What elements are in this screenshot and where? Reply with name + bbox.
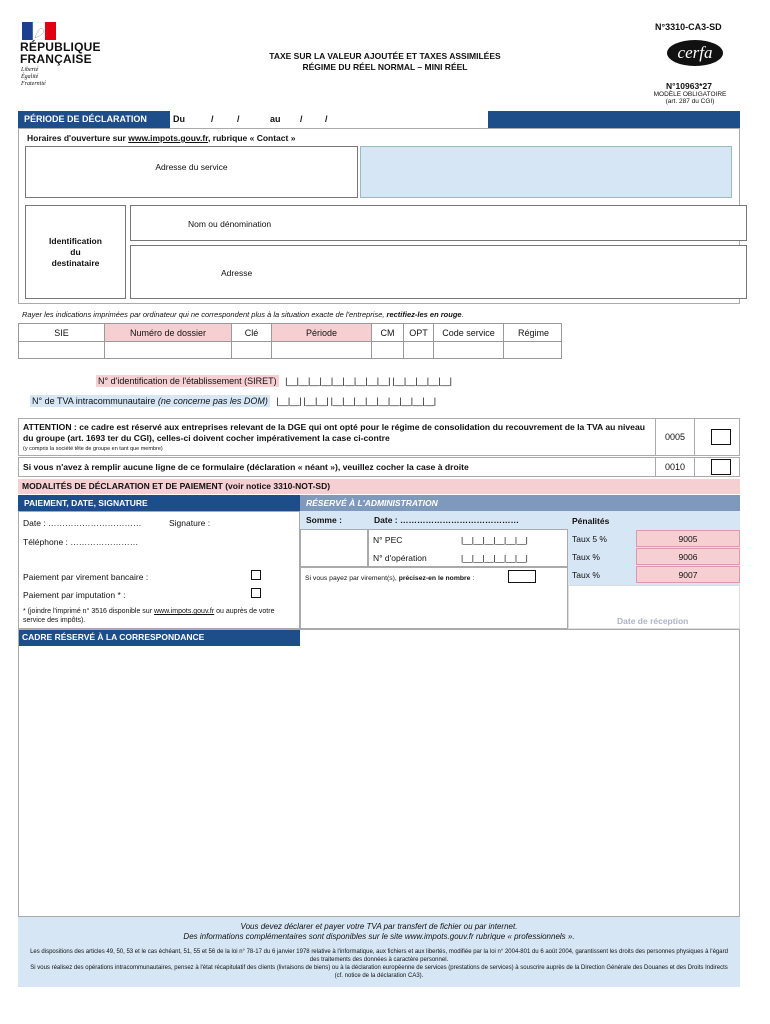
col-periode: Période: [272, 324, 372, 341]
modalites-bar: MODALITÉS DE DÉCLARATION ET DE PAIEMENT (voir notice 3310-NOT-SD): [18, 479, 740, 494]
cell-dossier[interactable]: [105, 342, 232, 358]
motto-3: Fraternité: [21, 81, 46, 87]
taux-2-label: Taux %: [572, 552, 600, 562]
virements-bold: précisez-en le nombre: [398, 575, 471, 582]
rayer-note: [22, 310, 464, 319]
cell-regime[interactable]: [504, 342, 563, 358]
impots-link[interactable]: www.impots.gouv.fr: [128, 133, 209, 143]
taux-5-code[interactable]: 9005: [636, 530, 740, 547]
tva-label-wrap: [30, 395, 270, 407]
paiement-block: [18, 511, 300, 629]
paiement-header: PAIEMENT, DATE, SIGNATURE: [18, 495, 300, 511]
au-label: au: [270, 114, 281, 124]
modele-obligatoire: [640, 91, 740, 105]
form-title: [200, 51, 570, 73]
neant-text: Si vous n'avez à remplir aucune ligne de ce formulaire (déclaration « néant »), veuillez cocher la case à droite: [23, 462, 469, 472]
somme-label: Somme :: [306, 515, 342, 525]
note-pre: * (joindre l'imprimé n° 3516 disponible sur: [23, 608, 154, 615]
footer-line2: Des informations complémentaires sont disponibles sur le site www.impots.gouv.fr rubrique « professionnels ».: [183, 932, 575, 941]
signature-label: Signature :: [169, 518, 211, 528]
rayer-text: Rayer les indications imprimées par ordinateur qui ne correspondent plus à la situation exacte de l'entreprise,: [22, 310, 387, 319]
tva-boxes[interactable]: |__|__| |__|__| |__|__|__|__|__|__|__|__|__|: [276, 396, 436, 406]
admin-header: RÉSERVÉ À L'ADMINISTRATION: [300, 495, 740, 511]
adresse-label: Adresse: [221, 268, 253, 278]
operation-label: N° d'opération: [373, 553, 427, 563]
tva-note: (ne concerne pas les DOM): [157, 396, 268, 406]
col-regime: Régime: [517, 327, 549, 338]
cell-sie[interactable]: [19, 342, 105, 358]
identification-box: [25, 205, 126, 299]
correspondance-area[interactable]: [18, 629, 740, 917]
ident-line2: du: [70, 247, 81, 257]
adresse-service-field[interactable]: [360, 146, 732, 198]
ident-line3: destinataire: [51, 258, 100, 268]
attention-body: ce cadre est réservé aux entreprises relevant de la DGE qui ont opté pour le régime de consolidation du recouvrement de la TVA au niveau du groupe (art. 1693 ter du CGI), celles-ci doivent cocher impérativement la case ci-contre: [23, 422, 645, 443]
attention-small: (y compris la société tête de groupe en tant que membre): [23, 446, 163, 452]
attention-block: [18, 418, 740, 456]
attention-label: ATTENTION :: [23, 422, 80, 432]
art-line: (art. 287 du CGI): [665, 98, 715, 105]
title-line1: TAXE SUR LA VALEUR AJOUTÉE ET TAXES ASSIMILÉES: [269, 51, 501, 61]
imputation-checkbox[interactable]: [251, 588, 261, 598]
correspondance-header: CADRE RÉSERVÉ À LA CORRESPONDANCE: [18, 629, 300, 646]
title-line2: RÉGIME DU RÉEL NORMAL – MINI RÉEL: [302, 62, 468, 72]
footer-line4: Si vous réalisez des opérations intracommunautaires, pensez à l'état récapitulatif des clients (livraisons de biens) ou à la déclaration européenne de services (prestations de services) à souscrire auprès de la Direction Générale des Douanes et des Droits Indirects (cf. notice de la déclaration CA3).: [30, 965, 728, 979]
col-dossier: Numéro de dossier: [105, 324, 232, 341]
cerfa-logo: [667, 40, 723, 66]
nom-field[interactable]: [130, 205, 747, 241]
reception-block: [568, 585, 740, 629]
modele-line: MODÈLE OBLIGATOIRE: [653, 91, 727, 98]
footer: [18, 917, 740, 987]
tva-row: [30, 396, 436, 406]
virements-row: [300, 567, 568, 629]
adresse-service-box: [25, 146, 358, 198]
neant-block: [18, 457, 740, 477]
marianne-logo: [22, 22, 56, 40]
col-cle: Clé: [232, 324, 272, 341]
horaires-suffix: , rubrique « Contact »: [208, 133, 296, 143]
slash-1: /: [211, 114, 214, 124]
imputation-label: Paiement par imputation * :: [23, 590, 126, 600]
virement-label: Paiement par virement bancaire :: [23, 572, 149, 582]
horaires: [27, 133, 295, 143]
nom-label: Nom ou dénomination: [188, 219, 272, 229]
cell-code-service[interactable]: [434, 342, 504, 358]
adresse-service-label: Adresse du service: [155, 162, 228, 172]
address-section: [18, 128, 740, 304]
form-number: N°3310-CA3-SD: [655, 22, 722, 32]
somme-field[interactable]: [300, 529, 368, 567]
virements-count-box[interactable]: [508, 570, 536, 583]
siret-row: [96, 376, 452, 386]
siret-boxes[interactable]: |__|__|__|__|__|__|__|__|__| |__|__|__|__|__|: [285, 376, 452, 386]
note-link[interactable]: www.impots.gouv.fr: [153, 608, 215, 615]
rayer-bold: rectifiez-les en rouge: [386, 310, 462, 319]
ident-line1: Identification: [49, 236, 102, 246]
col-cm: CM: [372, 324, 404, 341]
col-opt: OPT: [404, 324, 434, 341]
pec-block: [368, 529, 568, 567]
note-post: ou auprès de votre service des impôts).: [23, 608, 275, 624]
cell-opt[interactable]: [404, 342, 434, 358]
adresse-field[interactable]: [130, 245, 747, 299]
tva-label: N° de TVA intracommunautaire: [32, 396, 158, 406]
footer-line3: Les dispositions des articles 49, 50, 53 et le cas échéant, 51, 55 et 56 de la loi n° 78-17 du 6 janvier 1978 relative à l'informatique, aux fichiers et aux libertés, modifiée par la loi n° 2004-801 du 6 août 2004, garantissent les droits des personnes physiques à l'égard des traitements des données à caractère personnel.: [30, 949, 728, 963]
rayer-end: .: [461, 310, 464, 319]
siret-label: N° d'identification de l'établissement (SIRET): [98, 376, 277, 386]
admin-date: Date : ……………………………………: [374, 515, 519, 525]
slash-3: /: [300, 114, 303, 124]
pec-label: N° PEC: [373, 535, 403, 545]
cerfa-text: cerfa: [677, 43, 713, 62]
cell-cm[interactable]: [372, 342, 404, 358]
virements-text: [305, 575, 474, 582]
du-label: Du: [173, 114, 185, 124]
taux-5-label: Taux 5 %: [572, 534, 607, 544]
attention-text: [23, 422, 645, 444]
virements-end: :: [470, 575, 475, 582]
ref-table-row: [18, 341, 562, 359]
operation-boxes[interactable]: |__|__|__|__|__|__|: [461, 553, 528, 563]
imputation-note: [23, 607, 293, 625]
penalites-block: [568, 511, 740, 585]
attention-checkbox[interactable]: [711, 429, 731, 445]
cerfa-number: N°10963*27: [666, 81, 712, 91]
footer-line1: Vous devez déclarer et payer votre TVA par transfert de fichier ou par internet.: [240, 922, 518, 931]
rf-line2: FRANÇAISE: [20, 52, 92, 66]
col-sie: SIE: [19, 324, 105, 341]
admin-block: [300, 511, 568, 529]
col-code-service: Code service: [434, 324, 504, 341]
periode-label: PÉRIODE DE DÉCLARATION: [24, 114, 147, 124]
motto: [21, 67, 46, 88]
cell-periode[interactable]: [272, 342, 372, 358]
slash-2: /: [237, 114, 240, 124]
rf-line1: RÉPUBLIQUE: [20, 40, 101, 54]
neant-code: 0010: [655, 458, 695, 476]
ref-table-header: [18, 323, 562, 342]
reception-label: Date de réception: [617, 616, 689, 626]
periode-bar: [18, 111, 740, 128]
date-field[interactable]: Date : ……………………………: [23, 518, 142, 528]
slash-4: /: [325, 114, 328, 124]
motto-1: Liberté: [21, 67, 39, 73]
motto-2: Égalité: [21, 74, 39, 80]
penalites-label: Pénalités: [572, 516, 610, 526]
republique-francaise: [20, 41, 101, 65]
cell-cle[interactable]: [232, 342, 272, 358]
attention-code: 0005: [655, 419, 695, 455]
taux-2-code[interactable]: 9006: [636, 548, 740, 565]
neant-checkbox[interactable]: [711, 459, 731, 475]
periode-field[interactable]: [170, 111, 488, 128]
taux-3-code[interactable]: 9007: [636, 566, 740, 583]
telephone-field[interactable]: Téléphone : ……………………: [23, 537, 139, 547]
horaires-prefix: Horaires d'ouverture sur: [27, 133, 129, 143]
virements-pre: Si vous payez par virement(s),: [305, 575, 399, 582]
pec-boxes[interactable]: |__|__|__|__|__|__|: [461, 535, 528, 545]
taux-3-label: Taux %: [572, 570, 600, 580]
virement-checkbox[interactable]: [251, 570, 261, 580]
